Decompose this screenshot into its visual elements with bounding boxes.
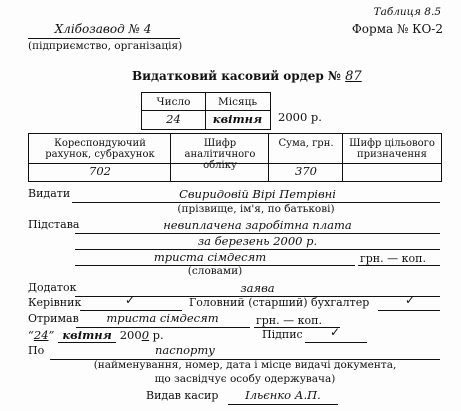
accounts-value-sum: 370 [295, 164, 317, 178]
amount-words-currency: грн. — коп. [360, 252, 426, 265]
table-label: Таблиця 8.5 [373, 6, 441, 18]
issue-label: Видати [28, 187, 71, 200]
accounts-col-divider-2 [268, 133, 269, 181]
accounts-header-analytic: Шифр аналітичного обліку [184, 138, 256, 171]
accounts-header-purpose: Шифр цільового призначення [349, 138, 435, 160]
amount-words-value: триста сімдесят [153, 250, 267, 264]
accountant-label: Головний (старший) бухгалтер [189, 296, 370, 309]
received-signature-mark: ✓ [329, 325, 341, 339]
accounts-header-sum: Сума, грн. [278, 138, 334, 149]
basis-label: Підстава [28, 218, 80, 231]
received-year-prefix: 200 [119, 328, 142, 342]
document-title [132, 69, 362, 84]
received-month: квітня [58, 328, 116, 343]
day-value: 24 [166, 112, 181, 126]
attachment-label: Додаток [28, 281, 77, 294]
title-label: Видатковий касовий ордер № [132, 69, 341, 83]
accountant-signature-mark: ✓ [404, 293, 416, 307]
accounts-header-correspondent: Кореспондуючий рахунок, субрахунок [45, 138, 155, 160]
day-header: Число [156, 96, 191, 108]
month-value: квітня [212, 112, 263, 126]
form-label: Форма № КО-2 [351, 22, 443, 36]
manager-signature-mark: ✓ [124, 293, 136, 307]
cashier-value: Ільєнко А.П. [245, 388, 321, 402]
amount-words-currency-underline [358, 265, 440, 266]
order-number: 87 [345, 69, 362, 84]
accounts-col-divider-3 [342, 133, 343, 181]
manager-label: Керівник [28, 296, 82, 309]
document-label: По [28, 344, 45, 357]
enterprise-value: Хлібозавод № 4 [54, 22, 152, 36]
received-label: Отримав [28, 312, 79, 325]
document-value: паспорту [155, 343, 215, 357]
enterprise-underline [28, 38, 180, 39]
received-signature-label: Підпис [262, 328, 303, 341]
received-signature-underline [305, 342, 367, 343]
received-year-last: 0 [141, 328, 150, 342]
basis-line-1: невиплачена заробітна плата [163, 218, 352, 232]
issue-caption: (прізвище, ім'я, по батькові) [177, 203, 335, 215]
received-day: 24 [33, 328, 49, 342]
amount-words-caption: (словами) [187, 265, 243, 277]
cashier-label: Видав касир [146, 389, 219, 402]
enterprise-caption: (підприємство, організація) [28, 40, 183, 52]
received-currency: грн. — коп. [256, 314, 322, 327]
received-value: триста сімдесят [106, 311, 219, 325]
basis-line-2: за березень 2000 р. [197, 234, 318, 248]
document-caption-2: що засвідчує особу одержувача) [154, 373, 336, 385]
received-year-suffix: р. [152, 328, 164, 342]
accountant-underline [378, 310, 440, 311]
received-date: “24” квітня 2000 р. [28, 328, 164, 342]
cashier-underline [228, 404, 338, 405]
document-caption-1: (найменування, номер, дата і місце видачі документа, [93, 359, 397, 371]
year-text: 2000 р. [278, 110, 322, 124]
accounts-value-correspondent: 702 [89, 164, 111, 178]
accounts-col-divider-1 [170, 133, 171, 181]
month-header: Місяць [217, 96, 258, 108]
issue-value: Свиридовій Вірі Петрівні [179, 187, 336, 201]
attachment-value: заява [240, 281, 275, 295]
